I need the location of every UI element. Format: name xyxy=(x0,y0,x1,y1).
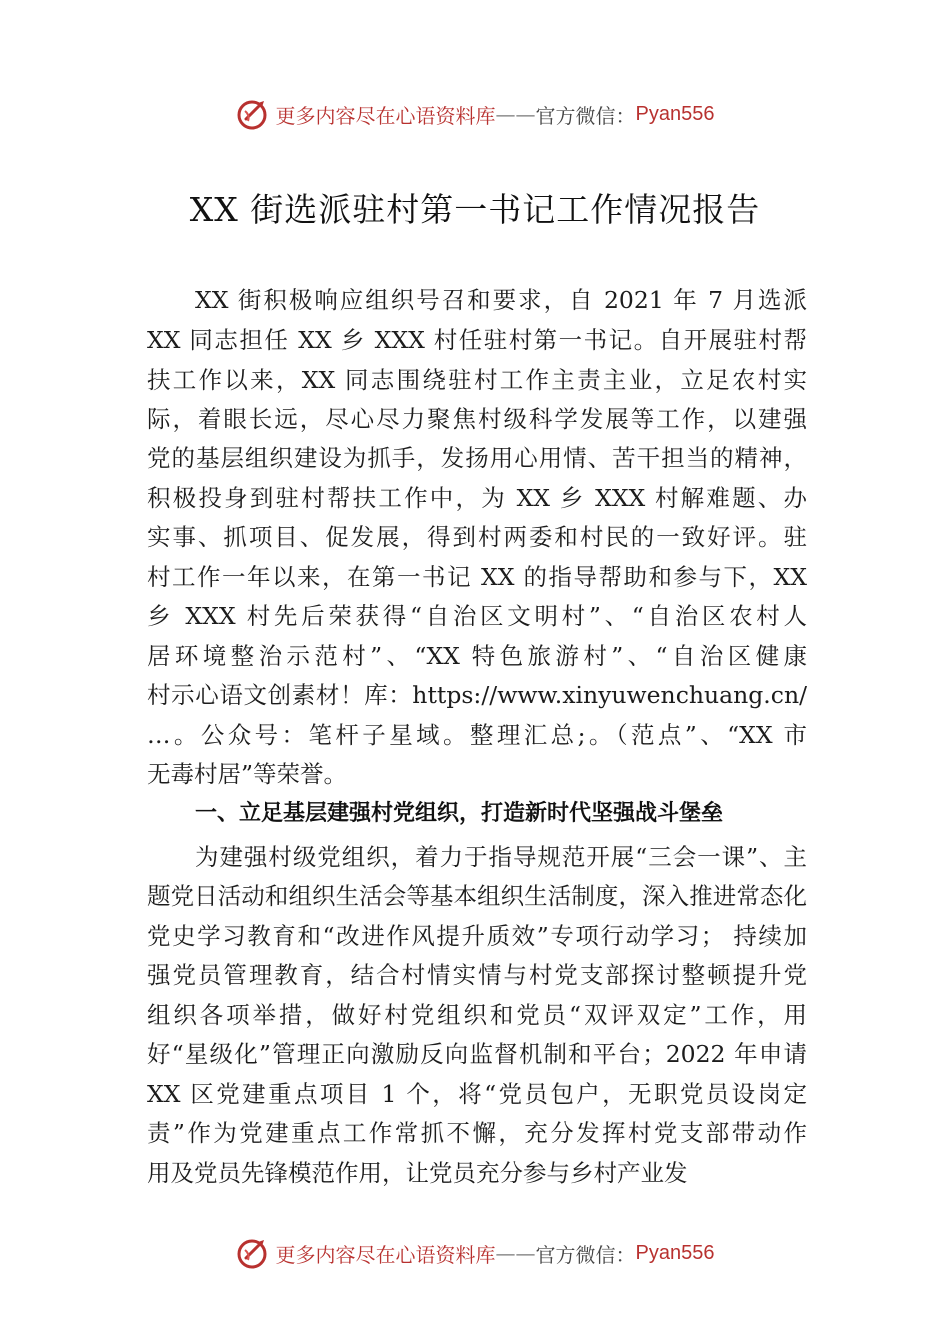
paragraph-line: 责”作为党建重点工作常抓不懈，充分发挥村党支部带动作 xyxy=(147,1119,807,1147)
banner-brand-text: 更多内容尽在心语资料库 xyxy=(275,103,496,128)
footer-banner xyxy=(0,1233,950,1273)
brand-logo-icon xyxy=(236,1236,270,1270)
paragraph-line: 乡 XXX 村先后荣获得“自治区文明村”、“自治区农村人 xyxy=(147,602,807,630)
paragraph-line: …。公众号：笔杆子星域。整理汇总;。（范点”、“XX 市 xyxy=(147,721,807,749)
paragraph-line: 党史学习教育和“改进作风提升质效”专项行动学习； 持续加 xyxy=(147,922,807,950)
paragraph-line: 无毒村居”等荣誉。 xyxy=(147,760,348,788)
paragraph-line: 为建强村级党组织，着力于指导规范开展“三会一课”、主 xyxy=(195,843,807,871)
paragraph-line: 积极投身到驻村帮扶工作中，为 XX 乡 XXX 村解难题、办 xyxy=(147,484,807,512)
banner-dash: —— xyxy=(495,102,536,126)
paragraph-line: 组织各项举措，做好村党组织和党员“双评双定”工作，用 xyxy=(147,1001,807,1029)
header-banner xyxy=(0,94,950,134)
paragraph-line: 村工作一年以来，在第一书记 XX 的指导帮助和参与下，XX xyxy=(147,563,807,591)
paragraph-line: XX 街积极响应组织号召和要求，自 2021 年 7 月选派 xyxy=(195,286,807,314)
banner-wechat-id: Pyan556 xyxy=(635,102,715,125)
paragraph-line: 居环境整治示范村”、“XX 特色旅游村”、“自治区健康 xyxy=(147,642,807,670)
paragraph-line: 际，着眼长远，尽心尽力聚焦村级科学发展等工作，以建强 xyxy=(147,405,807,433)
paragraph-line: XX 同志担任 XX 乡 XXX 村任驻村第一书记。自开展驻村帮 xyxy=(147,326,807,354)
banner-wechat-label: 官方微信： xyxy=(535,103,636,128)
brand-logo-icon xyxy=(236,97,270,131)
paragraph-line: XX 区党建重点项目 1 个，将“党员包户，无职党员设岗定 xyxy=(147,1080,807,1108)
paragraph-line: 用及党员先锋模范作用，让党员充分参与乡村产业发 xyxy=(147,1159,688,1187)
paragraph-line: 强党员管理教育，结合村情实情与村党支部探讨整顿提升党 xyxy=(147,961,807,989)
banner-brand-text: 更多内容尽在心语资料库 xyxy=(275,1242,496,1267)
banner-wechat-label: 官方微信： xyxy=(535,1242,636,1267)
paragraph-line: 实事、抓项目、促发展，得到村两委和村民的一致好评。驻 xyxy=(147,523,807,551)
banner-wechat-id: Pyan556 xyxy=(635,1241,715,1264)
paragraph-line: 党的基层组织建设为抓手，发扬用心用情、苦干担当的精神， xyxy=(147,444,807,472)
section-heading: 一、立足基层建强村党组织，打造新时代坚强战斗堡垒 xyxy=(195,801,724,826)
document-title: XX 街选派驻村第一书记工作情况报告 xyxy=(189,190,761,229)
paragraph-line: 村示心语文创素材！库：https://www.xinyuwenchuang.cn/ xyxy=(147,681,807,709)
paragraph-line: 扶工作以来，XX 同志围绕驻村工作主责主业，立足农村实 xyxy=(147,366,807,394)
paragraph-line: 好“星级化”管理正向激励反向监督机制和平台；2022 年申请 xyxy=(147,1040,807,1068)
banner-dash: —— xyxy=(495,1241,536,1265)
paragraph-line: 题党日活动和组织生活会等基本组织生活制度，深入推进常态化 xyxy=(147,882,807,910)
